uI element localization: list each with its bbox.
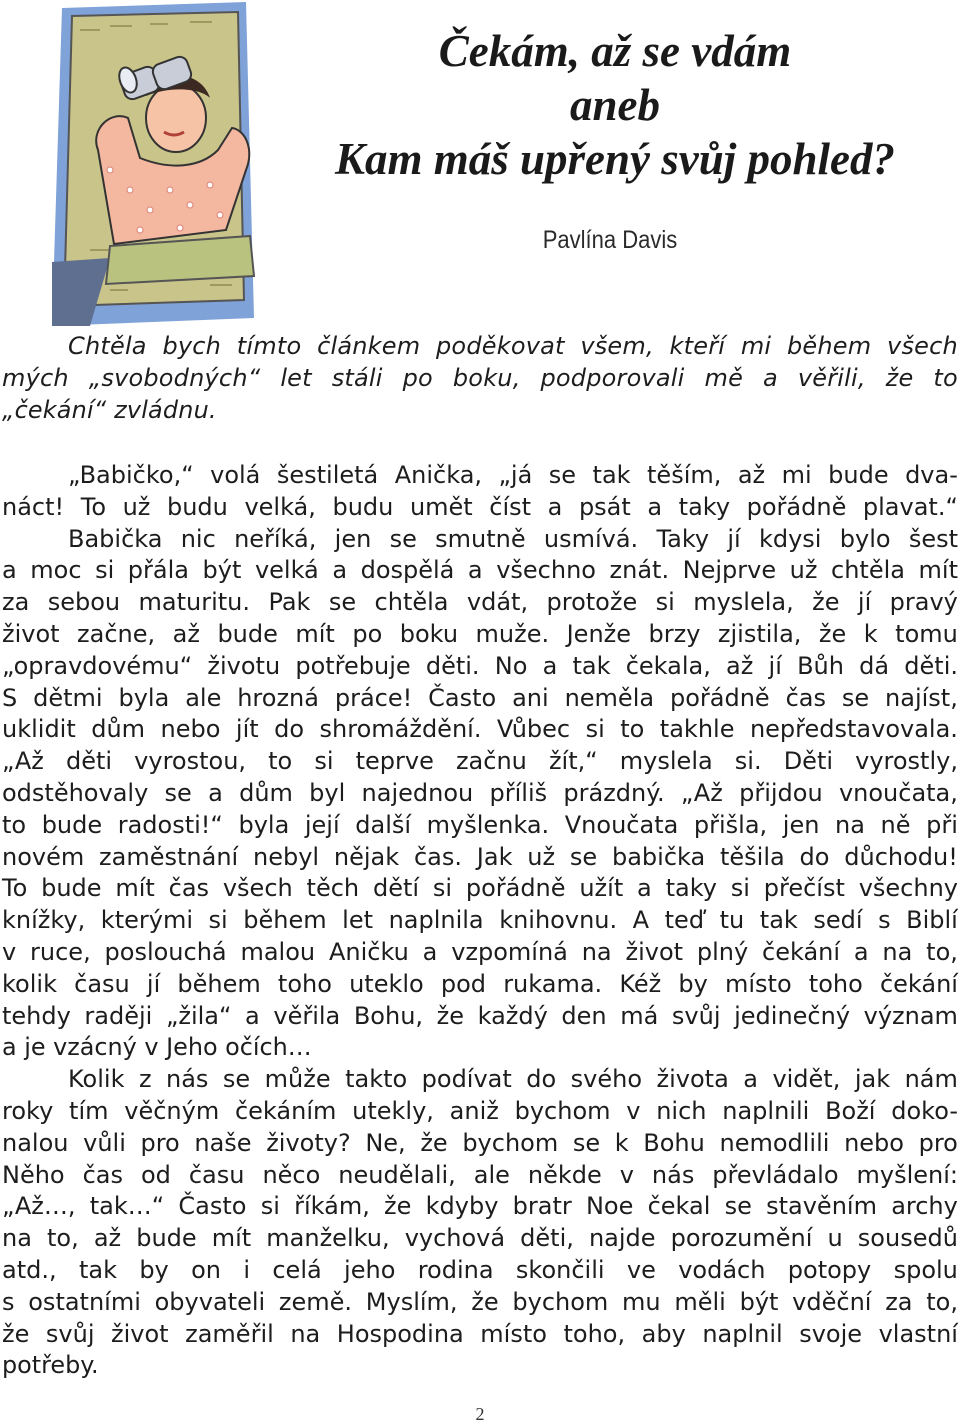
page-number: 2: [475, 1404, 485, 1424]
article-body: [2, 460, 958, 1382]
text-line: na to, až bude mít manželku, vychová děti, najde porozumění u sousedů: [2, 1224, 958, 1253]
text-line: roky tím věčným čekáním utekly, aniž bychom v nich naplnili Boží doko-: [2, 1096, 958, 1125]
title-line-2: aneb: [570, 80, 660, 130]
text-line: a moc si přála být velká a dospělá a všechno znát. Nejprve už chtěla mít: [2, 556, 958, 585]
text-line: To bude mít čas všech těch dětí si pořádně užít a taky si přečíst všechny: [2, 874, 958, 903]
text-line: „Babičko,“ volá šestiletá Anička, „já se tak těším, až mi bude dva-: [68, 461, 958, 489]
text-line: s ostatními obyvateli země. Myslím, že bychom mu měli být vděční za to,: [2, 1287, 958, 1316]
text-line: to bude radosti!“ byla její další myšlenka. Vnoučata přišla, jen na ně při: [2, 810, 958, 839]
text-line: Kolik z nás se může takto podívat do svého života a vidět, jak nám: [68, 1065, 958, 1094]
text-line: „opravdovému“ životu potřebuje děti. No a tak čekala, až jí Bůh dá děti.: [2, 651, 958, 680]
text-line: Babička nic neříká, jen se smutně usmívá. Taky jí kdysi bylo šest: [68, 524, 958, 553]
author-name: Pavlína Davis: [542, 226, 678, 254]
title-line-3: Kam máš upřený svůj pohled?: [334, 134, 896, 184]
text-line: Něho čas od času něco neudělali, ale někde v nás převládalo myšlení:: [2, 1160, 958, 1189]
text-line: nalou vůli pro naše životy? Ne, že bychom se k Bohu nemodlili nebo pro: [2, 1128, 958, 1157]
text-line: „Až děti vyrostou, to si teprve začnu žít,“ myslela si. Děti vyrostly,: [2, 747, 958, 776]
text-line: život začne, až bude mít po boku muže. Jenže brzy zjistila, že k tomu: [2, 619, 958, 648]
woman-binoculars-illustration: [50, 0, 270, 330]
title-line-1: Čekám, až se vdám: [438, 26, 792, 76]
text-line: náct! To už budu velká, budu umět číst a psát a taky pořádně plavat.“: [2, 492, 958, 521]
text-line: že svůj život zaměřil na Hospodina místo toho, aby naplnil svoje vlastní: [2, 1319, 958, 1348]
text-line: mých „svobodných“ let stáli po boku, podporovali mě a věřili, že to: [2, 364, 958, 392]
text-line: novém zaměstnání nebyl nějak čas. Jak už se babička těšila do důchodu!: [2, 842, 958, 871]
article-title: [290, 24, 940, 186]
text-line: za sebou maturitu. Pak se chtěla vdát, protože si myslela, že jí pravý: [2, 588, 958, 617]
text-line: a je vzácný v Jeho očích…: [2, 1033, 312, 1062]
text-line: „čekání“ zvládnu.: [2, 396, 217, 424]
text-line: „Až…, tak…“ Často si říkám, že kdyby bratr Noe čekal se stavěním archy: [2, 1192, 958, 1221]
text-line: odstěhovaly se a dům byl najednou příliš prázdný. „Až přijdou vnoučata,: [2, 778, 958, 807]
text-line: atd., tak by on i celá jeho rodina skončili ve vodách potopy spolu: [2, 1255, 958, 1284]
text-line: S dětmi byla ale hrozná práce! Často ani neměla pořádně čas se najíst,: [2, 683, 958, 712]
text-line: uklidit dům nebo jít do shromáždění. Vůbec si to takhle nepředstavovala.: [2, 715, 958, 744]
text-line: tehdy raději „žila“ a věřila Bohu, že každý den má svůj jedinečný význam: [2, 1001, 958, 1030]
text-line: knížky, kterými si během let naplnila knihovnu. A teď tu tak sedí s Biblí: [2, 906, 958, 935]
intro-paragraph: [2, 330, 958, 426]
text-line: Chtěla bych tímto článkem poděkovat všem, kteří mi během všech: [68, 332, 958, 360]
text-line: v ruce, poslouchá malou Aničku a vzpomíná na život plný čekání a na to,: [2, 937, 958, 966]
text-line: potřeby.: [2, 1351, 99, 1380]
text-line: kolik času jí během toho uteklo pod rukama. Kéž by místo toho čekání: [2, 969, 958, 998]
